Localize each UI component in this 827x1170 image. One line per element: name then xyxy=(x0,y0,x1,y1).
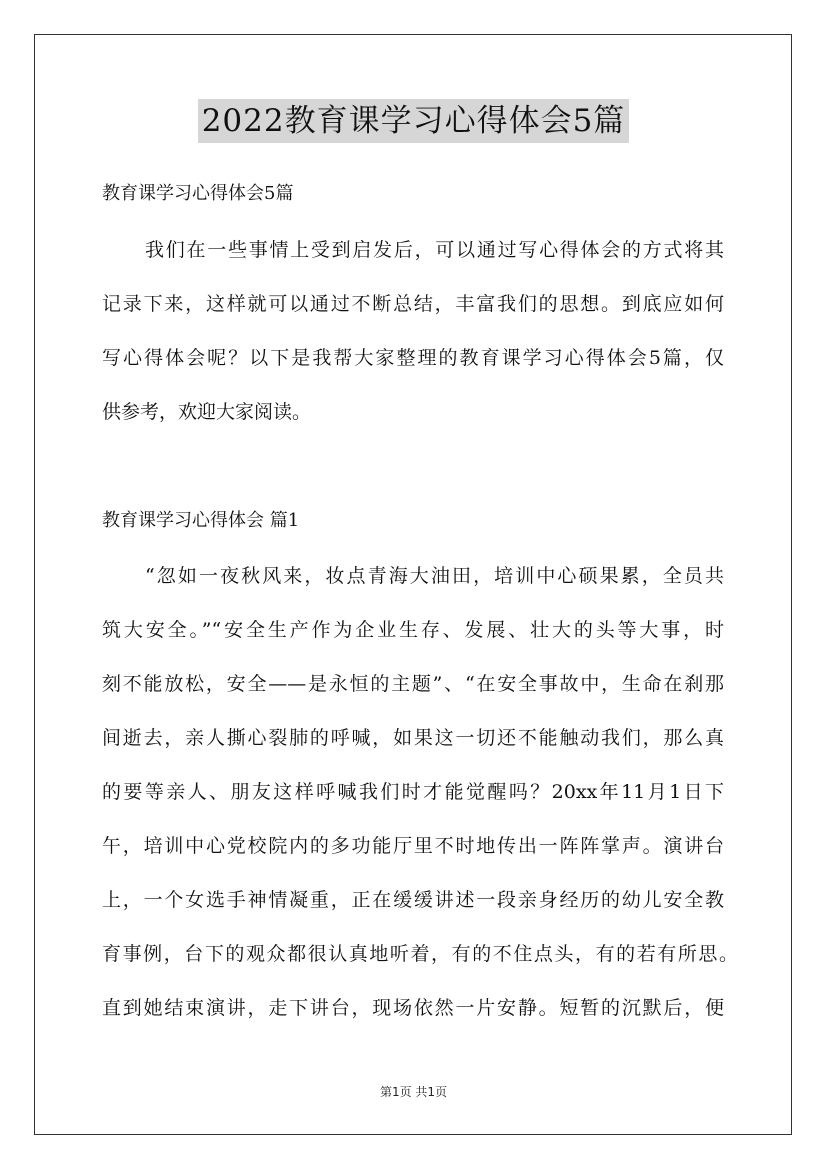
body-line-4: 间逝去，亲人撕心裂肺的呼喊，如果这一切还不能触动我们，那么真 xyxy=(102,727,724,749)
document-subtitle: 教育课学习心得体会5篇 xyxy=(102,183,294,204)
page-footer: 第1页 共1页 xyxy=(379,1085,448,1099)
body-line-1: “忽如一夜秋风来，妆点青海大油田，培训中心硕果累，全员共 xyxy=(145,565,724,587)
intro-line-3: 写心得体会呢？以下是我帮大家整理的教育课学习心得体会5篇，仅 xyxy=(102,347,724,369)
body-line-2: 筑大安全。”“安全生产作为企业生存、发展、壮大的头等大事，时 xyxy=(102,619,724,641)
body-line-7: 上，一个女选手神情凝重，正在缓缓讲述一段亲身经历的幼儿安全教 xyxy=(102,889,724,911)
body-line-8: 育事例，台下的观众都很认真地听着，有的不住点头，有的若有所思。 xyxy=(102,943,738,965)
intro-line-2: 记录下来，这样就可以通过不断总结，丰富我们的思想。到底应如何 xyxy=(102,293,724,315)
document-title xyxy=(0,99,827,143)
body-line-5: 的要等亲人、朋友这样呼喊我们时才能觉醒吗？20xx年11月1日下 xyxy=(102,781,724,803)
body-line-6: 午，培训中心党校院内的多功能厅里不时地传出一阵阵掌声。演讲台 xyxy=(102,835,724,857)
body-line-3: 刻不能放松，安全——是永恒的主题”、“在安全事故中，生命在刹那 xyxy=(102,673,724,695)
intro-line-1: 我们在一些事情上受到启发后，可以通过写心得体会的方式将其 xyxy=(145,239,724,261)
body-line-9: 直到她结束演讲，走下讲台，现场依然一片安静。短暂的沉默后，便 xyxy=(102,997,724,1019)
document-title-text: 2022教育课学习心得体会5篇 xyxy=(198,99,630,143)
section-title: 教育课学习心得体会 篇1 xyxy=(102,510,300,531)
intro-line-4: 供参考，欢迎大家阅读。 xyxy=(102,401,312,423)
